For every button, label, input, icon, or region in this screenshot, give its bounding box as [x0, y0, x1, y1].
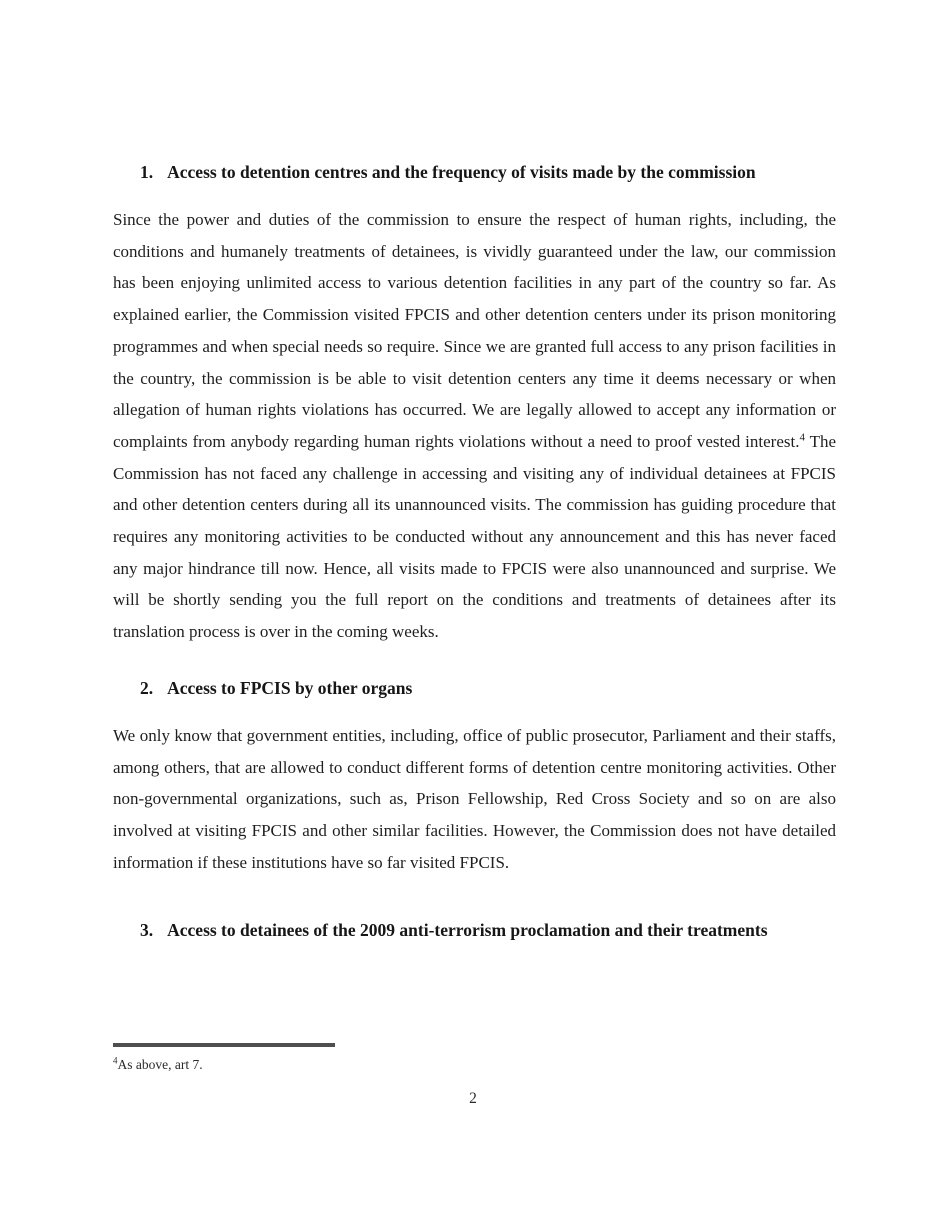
footnote [113, 1056, 513, 1073]
section-3-heading [113, 918, 836, 942]
footnote-area [113, 1043, 513, 1073]
page-number: 2 [469, 1090, 477, 1107]
footnote-marker: 4 [113, 1055, 118, 1066]
footnote-separator-rule [113, 1043, 335, 1047]
section-1-number: 1. [140, 162, 154, 182]
footnote-text: As above, art 7. [117, 1057, 203, 1072]
section-2-title: Access to FPCIS by other organs [167, 677, 413, 698]
page-content [113, 160, 836, 942]
section-1-heading [113, 160, 836, 184]
section-2-number: 2. [140, 677, 154, 698]
paragraph-text-before-footnote: Since the power and duties of the commission to ensure the respect of human rights, including, the conditions and humanely treatments of detainees, is vividly guaranteed under the law, our commission has been enjoying unlimited access to various detention facilities in any part of the country so far. As explained earlier, the Commission visited FPCIS and other detention centers under its prison monitoring programmes and when special needs so require. Since we are granted full access to any prison facilities in the country, the commission is be able to visit detention centers any time it deems necessary or when allegation of human rights violations has occurred. We are legally allowed to accept any information or complaints from anybody regarding human rights violations without a need to proof vested interest. [113, 210, 836, 451]
section-3-title: Access to detainees of the 2009 anti-terrorism proclamation and their treatments [167, 920, 768, 941]
section-2-paragraph: We only know that government entities, including, office of public prosecutor, Parliament and their staffs, among others, that are allowed to conduct different forms of detention centre monitoring activities. Other non-governmental organizations, such as, Prison Fellowship, Red Cross Society and so on are also involved at visiting FPCIS and other similar facilities. However, the Commission does not have detailed information if these institutions have so far visited FPCIS. [113, 725, 836, 872]
section-3-number: 3. [140, 920, 154, 941]
section-1-title: Access to detention centres and the frequency of visits made by the commission [167, 162, 756, 182]
section-2-heading [113, 676, 836, 700]
paragraph-text-after-footnote: The Commission has not faced any challenge in accessing and visiting any of individual detainees at FPCIS and other detention centers during all its unannounced visits. The commission has guiding procedure that requires any monitoring activities to be conducted without any announcement and this has never faced any major hindrance till now. Hence, all visits made to FPCIS were also unannounced and surprise. We will be shortly sending you the full report on the conditions and treatments of detainees after its translation process is over in the coming weeks. [113, 431, 837, 642]
section-1-paragraph [113, 204, 836, 648]
footnote-reference: 4 [799, 431, 805, 444]
